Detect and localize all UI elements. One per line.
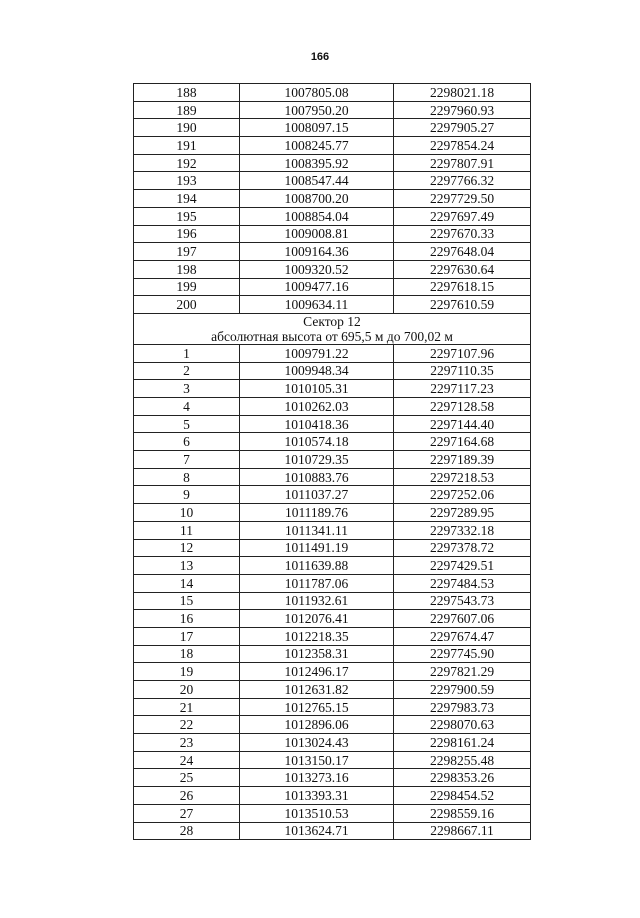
table-row	[134, 451, 531, 469]
x-coordinate-cell: 1010105.31	[240, 380, 394, 398]
point-number-cell: 7	[134, 451, 240, 469]
x-coordinate-cell: 1011639.88	[240, 557, 394, 575]
x-coordinate-cell: 1011037.27	[240, 486, 394, 504]
table-row	[134, 698, 531, 716]
y-coordinate-cell: 2297618.15	[394, 278, 531, 296]
x-coordinate-cell: 1012076.41	[240, 610, 394, 628]
table-row	[134, 190, 531, 208]
x-coordinate-cell: 1012765.15	[240, 698, 394, 716]
table-row	[134, 804, 531, 822]
y-coordinate-cell: 2298161.24	[394, 734, 531, 752]
y-coordinate-cell: 2297674.47	[394, 627, 531, 645]
point-number-cell: 193	[134, 172, 240, 190]
point-number-cell: 196	[134, 225, 240, 243]
x-coordinate-cell: 1009791.22	[240, 344, 394, 362]
x-coordinate-cell: 1012496.17	[240, 663, 394, 681]
y-coordinate-cell: 2297117.23	[394, 380, 531, 398]
point-number-cell: 18	[134, 645, 240, 663]
point-number-cell: 28	[134, 822, 240, 840]
point-number-cell: 194	[134, 190, 240, 208]
rows-before-sector	[134, 84, 531, 314]
x-coordinate-cell: 1011491.19	[240, 539, 394, 557]
x-coordinate-cell: 1007950.20	[240, 101, 394, 119]
table-row	[134, 398, 531, 416]
y-coordinate-cell: 2297807.91	[394, 154, 531, 172]
y-coordinate-cell: 2298021.18	[394, 84, 531, 102]
x-coordinate-cell: 1011341.11	[240, 521, 394, 539]
y-coordinate-cell: 2297332.18	[394, 521, 531, 539]
y-coordinate-cell: 2297766.32	[394, 172, 531, 190]
table-row	[134, 521, 531, 539]
table-row	[134, 154, 531, 172]
table-row	[134, 278, 531, 296]
y-coordinate-cell: 2297821.29	[394, 663, 531, 681]
x-coordinate-cell: 1013393.31	[240, 787, 394, 805]
y-coordinate-cell: 2297252.06	[394, 486, 531, 504]
y-coordinate-cell: 2297107.96	[394, 344, 531, 362]
y-coordinate-cell: 2297484.53	[394, 574, 531, 592]
x-coordinate-cell: 1010574.18	[240, 433, 394, 451]
table-row	[134, 769, 531, 787]
x-coordinate-cell: 1013150.17	[240, 751, 394, 769]
x-coordinate-cell: 1011787.06	[240, 574, 394, 592]
table-row	[134, 119, 531, 137]
table-row	[134, 344, 531, 362]
point-number-cell: 195	[134, 207, 240, 225]
table-row	[134, 681, 531, 699]
table-row	[134, 433, 531, 451]
x-coordinate-cell: 1008395.92	[240, 154, 394, 172]
table-row	[134, 504, 531, 522]
sector-title: Сектор 12	[303, 313, 361, 329]
table-row	[134, 592, 531, 610]
point-number-cell: 188	[134, 84, 240, 102]
y-coordinate-cell: 2297607.06	[394, 610, 531, 628]
y-coordinate-cell: 2297670.33	[394, 225, 531, 243]
table-row	[134, 645, 531, 663]
table-row	[134, 260, 531, 278]
y-coordinate-cell: 2297429.51	[394, 557, 531, 575]
y-coordinate-cell: 2297189.39	[394, 451, 531, 469]
point-number-cell: 17	[134, 627, 240, 645]
point-number-cell: 10	[134, 504, 240, 522]
y-coordinate-cell: 2297128.58	[394, 398, 531, 416]
point-number-cell: 12	[134, 539, 240, 557]
x-coordinate-cell: 1010418.36	[240, 415, 394, 433]
point-number-cell: 22	[134, 716, 240, 734]
y-coordinate-cell: 2297378.72	[394, 539, 531, 557]
table-row	[134, 243, 531, 261]
x-coordinate-cell: 1010262.03	[240, 398, 394, 416]
y-coordinate-cell: 2297218.53	[394, 468, 531, 486]
y-coordinate-cell: 2297905.27	[394, 119, 531, 137]
x-coordinate-cell: 1013273.16	[240, 769, 394, 787]
sector-subtitle: абсолютная высота от 695,5 м до 700,02 м	[211, 328, 453, 344]
point-number-cell: 2	[134, 362, 240, 380]
table-row	[134, 539, 531, 557]
point-number-cell: 6	[134, 433, 240, 451]
x-coordinate-cell: 1008097.15	[240, 119, 394, 137]
point-number-cell: 3	[134, 380, 240, 398]
point-number-cell: 11	[134, 521, 240, 539]
x-coordinate-cell: 1011189.76	[240, 504, 394, 522]
y-coordinate-cell: 2297610.59	[394, 296, 531, 314]
y-coordinate-cell: 2297729.50	[394, 190, 531, 208]
x-coordinate-cell: 1012631.82	[240, 681, 394, 699]
x-coordinate-cell: 1013624.71	[240, 822, 394, 840]
y-coordinate-cell: 2298255.48	[394, 751, 531, 769]
y-coordinate-cell: 2297745.90	[394, 645, 531, 663]
y-coordinate-cell: 2298070.63	[394, 716, 531, 734]
rows-after-sector	[134, 344, 531, 839]
point-number-cell: 200	[134, 296, 240, 314]
table-row	[134, 207, 531, 225]
point-number-cell: 27	[134, 804, 240, 822]
table-row	[134, 101, 531, 119]
point-number-cell: 15	[134, 592, 240, 610]
x-coordinate-cell: 1010729.35	[240, 451, 394, 469]
sector-header-row	[134, 313, 531, 344]
y-coordinate-cell: 2297983.73	[394, 698, 531, 716]
y-coordinate-cell: 2297543.73	[394, 592, 531, 610]
table-row	[134, 296, 531, 314]
point-number-cell: 8	[134, 468, 240, 486]
y-coordinate-cell: 2297164.68	[394, 433, 531, 451]
y-coordinate-cell: 2297289.95	[394, 504, 531, 522]
x-coordinate-cell: 1012896.06	[240, 716, 394, 734]
x-coordinate-cell: 1012218.35	[240, 627, 394, 645]
y-coordinate-cell: 2297144.40	[394, 415, 531, 433]
point-number-cell: 9	[134, 486, 240, 504]
point-number-cell: 19	[134, 663, 240, 681]
point-number-cell: 14	[134, 574, 240, 592]
y-coordinate-cell: 2297110.35	[394, 362, 531, 380]
point-number-cell: 198	[134, 260, 240, 278]
y-coordinate-cell: 2298559.16	[394, 804, 531, 822]
table-row	[134, 380, 531, 398]
point-number-cell: 197	[134, 243, 240, 261]
y-coordinate-cell: 2297630.64	[394, 260, 531, 278]
x-coordinate-cell: 1009948.34	[240, 362, 394, 380]
point-number-cell: 199	[134, 278, 240, 296]
y-coordinate-cell: 2298454.52	[394, 787, 531, 805]
x-coordinate-cell: 1009634.11	[240, 296, 394, 314]
point-number-cell: 26	[134, 787, 240, 805]
point-number-cell: 20	[134, 681, 240, 699]
x-coordinate-cell: 1009008.81	[240, 225, 394, 243]
table-row	[134, 751, 531, 769]
table-row	[134, 627, 531, 645]
table-row	[134, 574, 531, 592]
point-number-cell: 13	[134, 557, 240, 575]
table-row	[134, 84, 531, 102]
x-coordinate-cell: 1009320.52	[240, 260, 394, 278]
y-coordinate-cell: 2297648.04	[394, 243, 531, 261]
table-row	[134, 734, 531, 752]
x-coordinate-cell: 1008700.20	[240, 190, 394, 208]
y-coordinate-cell: 2297960.93	[394, 101, 531, 119]
x-coordinate-cell: 1010883.76	[240, 468, 394, 486]
table-row	[134, 822, 531, 840]
point-number-cell: 190	[134, 119, 240, 137]
point-number-cell: 189	[134, 101, 240, 119]
x-coordinate-cell: 1011932.61	[240, 592, 394, 610]
table-row	[134, 787, 531, 805]
table-row	[134, 486, 531, 504]
point-number-cell: 5	[134, 415, 240, 433]
table-row	[134, 557, 531, 575]
point-number-cell: 25	[134, 769, 240, 787]
table-row	[134, 225, 531, 243]
sector-header-cell	[134, 313, 531, 344]
y-coordinate-cell: 2297900.59	[394, 681, 531, 699]
y-coordinate-cell: 2297854.24	[394, 137, 531, 155]
point-number-cell: 4	[134, 398, 240, 416]
y-coordinate-cell: 2298667.11	[394, 822, 531, 840]
point-number-cell: 21	[134, 698, 240, 716]
x-coordinate-cell: 1013510.53	[240, 804, 394, 822]
sector-header-group	[134, 313, 531, 344]
point-number-cell: 191	[134, 137, 240, 155]
page-number: 166	[310, 51, 330, 63]
point-number-cell: 24	[134, 751, 240, 769]
x-coordinate-cell: 1012358.31	[240, 645, 394, 663]
point-number-cell: 23	[134, 734, 240, 752]
x-coordinate-cell: 1009477.16	[240, 278, 394, 296]
table-row	[134, 172, 531, 190]
x-coordinate-cell: 1013024.43	[240, 734, 394, 752]
point-number-cell: 1	[134, 344, 240, 362]
table-row	[134, 663, 531, 681]
x-coordinate-cell: 1008547.44	[240, 172, 394, 190]
table-row	[134, 468, 531, 486]
table-row	[134, 716, 531, 734]
y-coordinate-cell: 2297697.49	[394, 207, 531, 225]
table-row	[134, 137, 531, 155]
x-coordinate-cell: 1009164.36	[240, 243, 394, 261]
coordinates-table	[133, 83, 531, 840]
table-row	[134, 610, 531, 628]
point-number-cell: 192	[134, 154, 240, 172]
x-coordinate-cell: 1007805.08	[240, 84, 394, 102]
point-number-cell: 16	[134, 610, 240, 628]
x-coordinate-cell: 1008854.04	[240, 207, 394, 225]
table-row	[134, 362, 531, 380]
x-coordinate-cell: 1008245.77	[240, 137, 394, 155]
y-coordinate-cell: 2298353.26	[394, 769, 531, 787]
table-row	[134, 415, 531, 433]
